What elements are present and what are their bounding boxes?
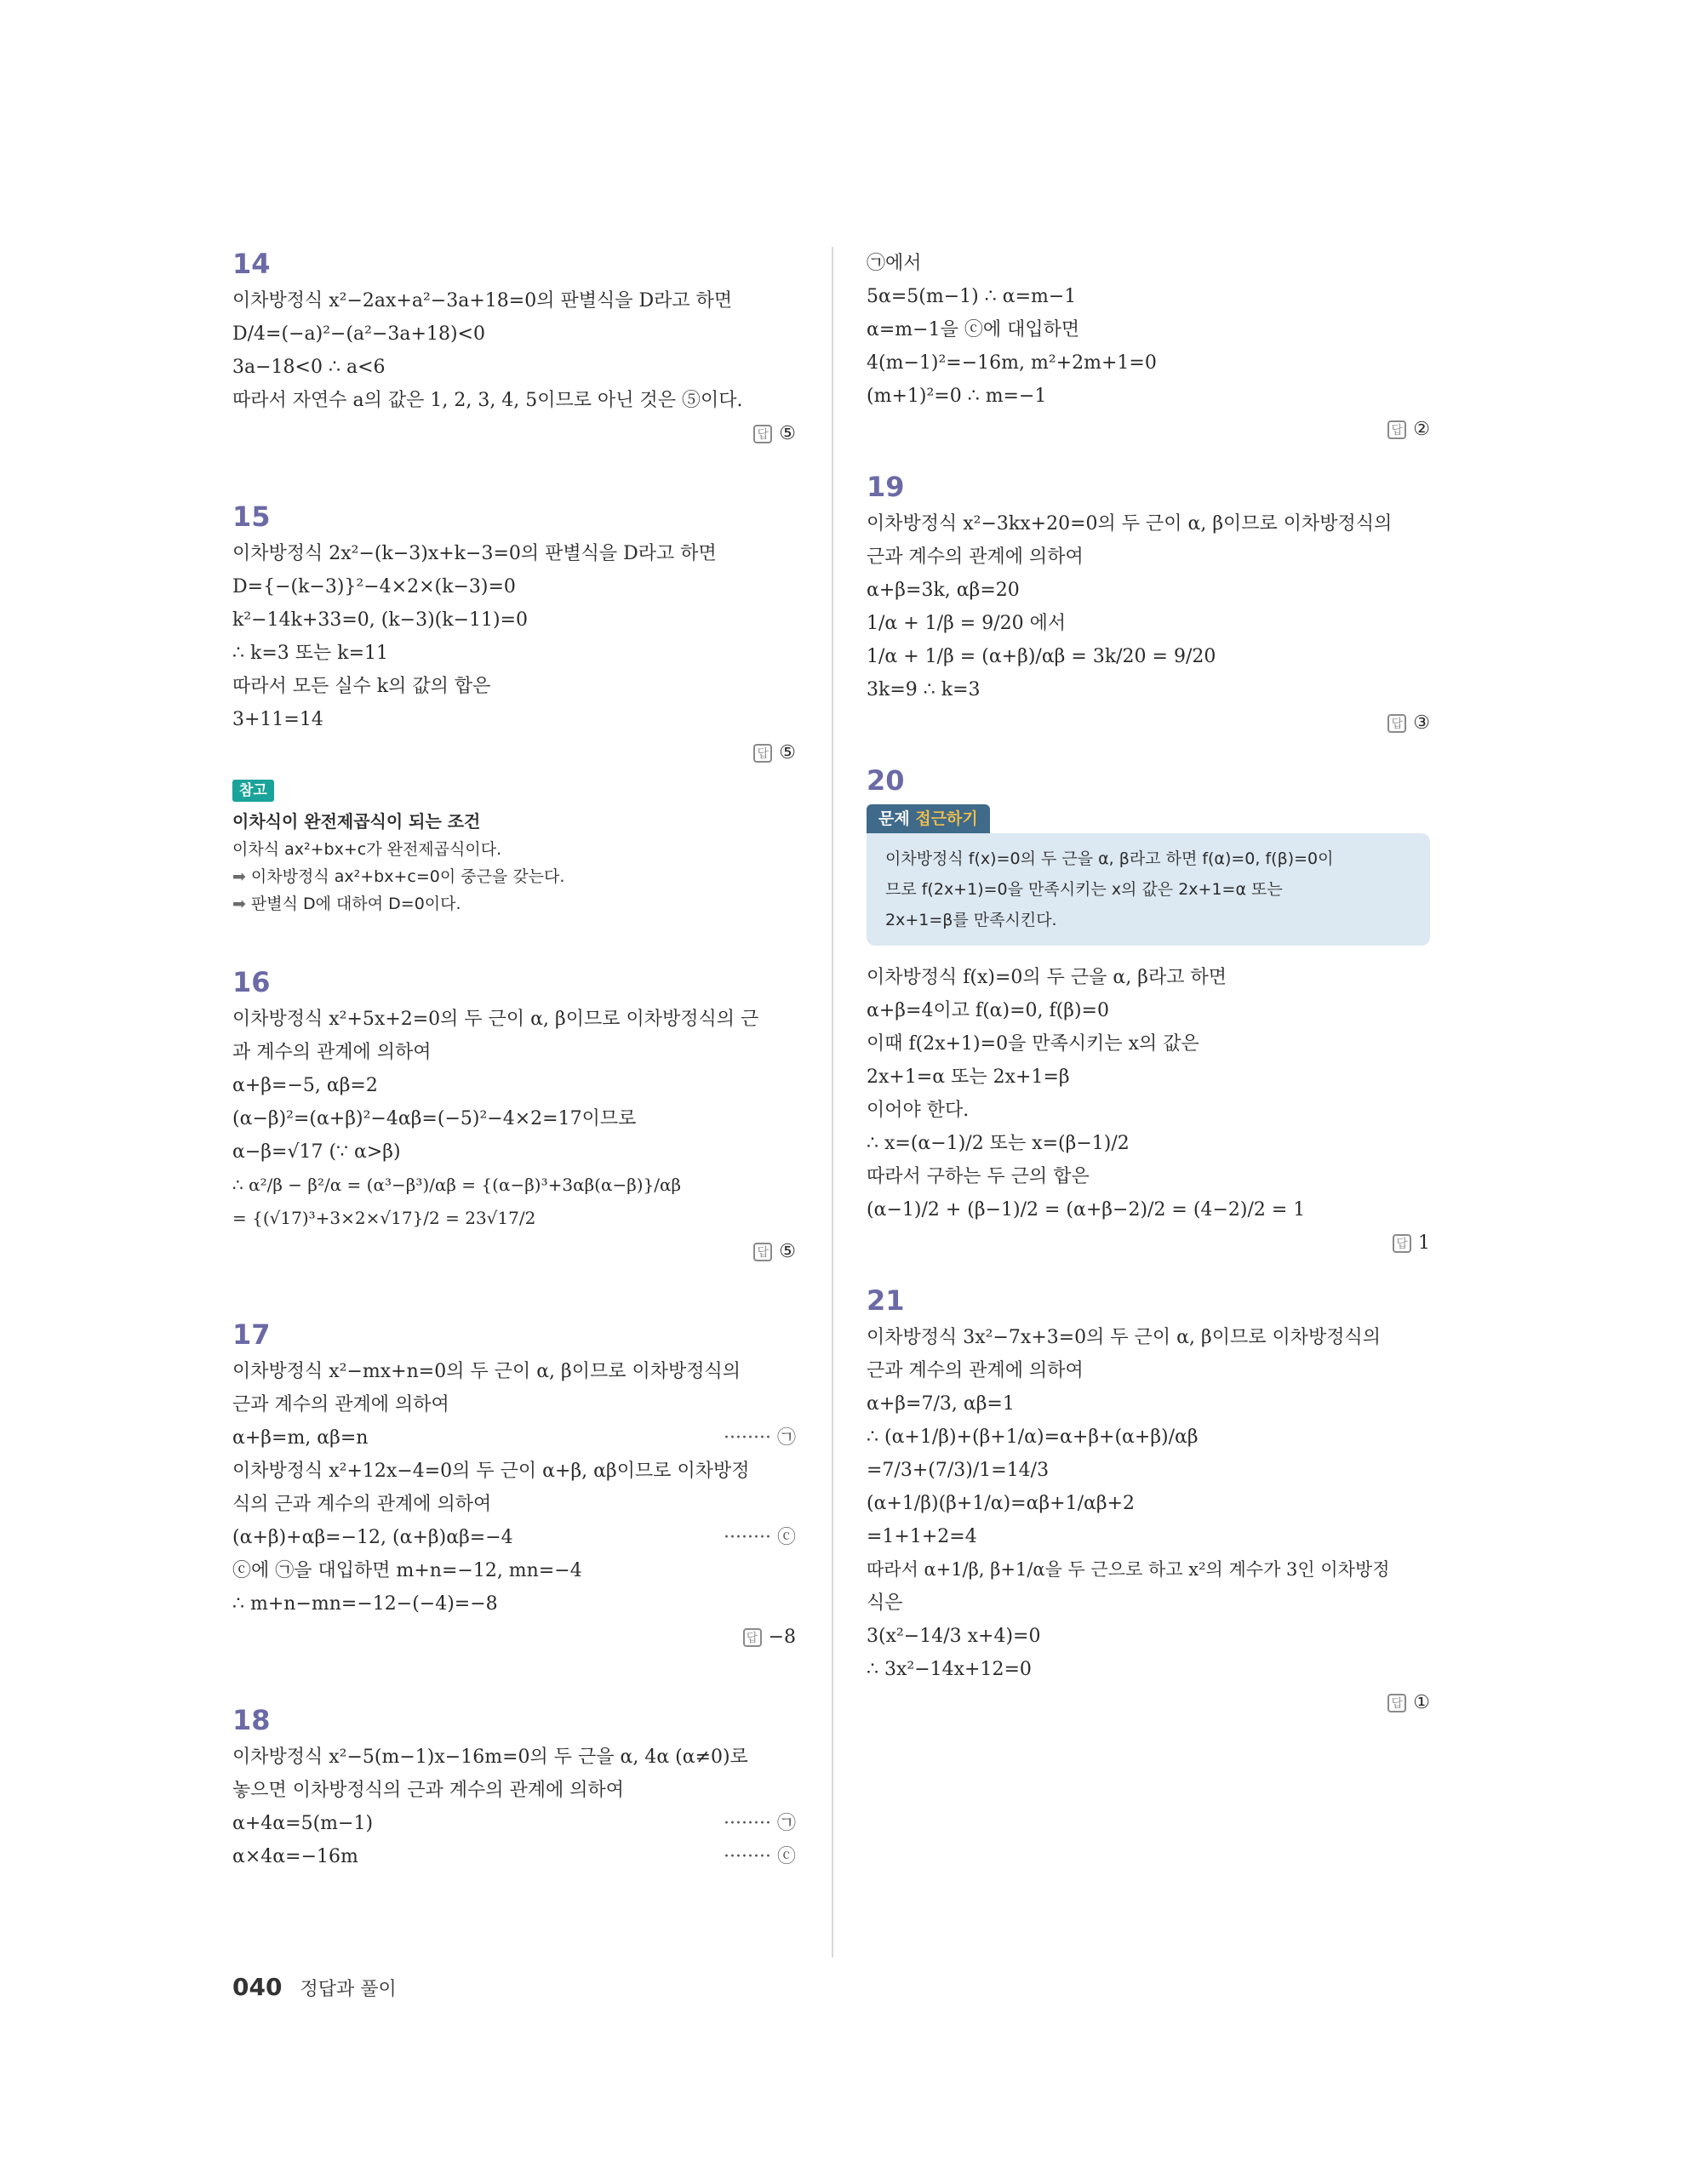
note-line xyxy=(232,890,796,918)
solution-line: =7/3+(7/3)/1=14/3 xyxy=(867,1460,1050,1481)
approach-line: 므로 f(2x+1)=0을 만족시키는 x의 값은 2x+1=α 또는 xyxy=(885,880,1283,899)
answer-icon: 답 xyxy=(1387,420,1406,439)
solution-line: 식은 xyxy=(867,1592,903,1614)
solution-line: 5α=5(m−1) ∴ α=m−1 xyxy=(867,286,1077,307)
answer-value: 1 xyxy=(1418,1232,1430,1254)
solution-line: = {(√17)³+3×2×√17}/2 = 23√17/2 xyxy=(232,1208,536,1228)
problem-number: 18 xyxy=(232,1704,271,1736)
answer-value: ⑤ xyxy=(779,1241,796,1262)
problem-number: 16 xyxy=(232,966,271,998)
answer-icon: 답 xyxy=(1387,1694,1406,1712)
solution-line: 이차방정식 x²−mx+n=0의 두 근이 α, β이므로 이차방정식의 xyxy=(232,1361,741,1382)
answer xyxy=(232,417,796,450)
note-text: 판별식 D에 대하여 D=0이다. xyxy=(250,895,461,913)
solution-line: 3(x²−14/3 x+4)=0 xyxy=(867,1626,1041,1647)
approach-content xyxy=(867,833,1430,946)
answer xyxy=(867,413,1430,446)
equation: α×4α=−16m xyxy=(232,1846,358,1867)
solution-line: 과 계수의 관계에 의하여 xyxy=(232,1042,432,1063)
solution-line: 1/α + 1/β = (α+β)/αβ = 3k/20 = 9/20 xyxy=(867,646,1216,667)
solution-line: α−β=√17 (∵ α>β) xyxy=(232,1141,401,1163)
solution-line: 이차방정식 f(x)=0의 두 근을 α, β라고 하면 xyxy=(867,967,1227,988)
solution-line: ∴ m+n−mn=−12−(−4)=−8 xyxy=(232,1593,498,1615)
answer-icon: 답 xyxy=(753,744,772,763)
solution-line: =1+1+2=4 xyxy=(867,1526,977,1547)
answer xyxy=(867,706,1430,740)
answer-icon: 답 xyxy=(753,425,772,443)
solution-line: 따라서 자연수 a의 값은 1, 2, 3, 4, 5이므로 아닌 것은 ⑤이다. xyxy=(232,390,743,411)
note-line: 이차식 ax²+bx+c가 완전제곱식이다. xyxy=(232,840,502,859)
problem-15 xyxy=(232,500,796,918)
equation: α+4α=5(m−1) xyxy=(232,1813,374,1834)
answer xyxy=(232,1621,796,1654)
answer-icon: 답 xyxy=(753,1243,772,1261)
answer-value: ③ xyxy=(1413,712,1430,734)
solution-line: α+β=−5, αβ=2 xyxy=(232,1075,378,1096)
solution-line: 따라서 모든 실수 k의 값의 합은 xyxy=(232,676,491,697)
answer xyxy=(867,1226,1430,1260)
problem-17 xyxy=(232,1318,796,1654)
note-title: 이차식이 완전제곱식이 되는 조건 xyxy=(232,811,481,832)
solution-line: 3a−18<0 ∴ a<6 xyxy=(232,357,386,378)
solution-line: 근과 계수의 관계에 의하여 xyxy=(867,546,1084,568)
solution-line: (α−β)²=(α+β)²−4αβ=(−5)²−4×2=17이므로 xyxy=(232,1108,637,1129)
answer-icon: 답 xyxy=(743,1628,762,1647)
solution-line: 이차방정식 x²−2ax+a²−3a+18=0의 판별식을 D라고 하면 xyxy=(232,290,733,312)
solution-line xyxy=(232,1840,796,1873)
solution-line: (m+1)²=0 ∴ m=−1 xyxy=(867,386,1047,407)
problem-19 xyxy=(867,470,1430,740)
page-footer xyxy=(232,1973,397,2001)
problem-16 xyxy=(232,965,796,1268)
solution-line: 2x+1=α 또는 2x+1=β xyxy=(867,1066,1070,1088)
problem-18 xyxy=(232,1703,796,1873)
answer xyxy=(232,736,796,769)
solution-line: ∴ 3x²−14x+12=0 xyxy=(867,1659,1032,1680)
answer-value: −8 xyxy=(768,1627,796,1648)
solution-line: ⓒ에 ㉠을 대입하면 m+n=−12, mn=−4 xyxy=(232,1560,582,1581)
answer-value: ⑤ xyxy=(779,742,796,763)
problem-14 xyxy=(232,247,796,450)
solution-line: 이차방정식 3x²−7x+3=0의 두 근이 α, β이므로 이차방정식의 xyxy=(867,1327,1381,1348)
approach-line: 이차방정식 f(x)=0의 두 근을 α, β라고 하면 f(α)=0, f(β)=0이 xyxy=(885,849,1334,868)
solution-line: 4(m−1)²=−16m, m²+2m+1=0 xyxy=(867,352,1157,374)
solution-line: 근과 계수의 관계에 의하여 xyxy=(232,1394,449,1415)
solution-line: D={−(k−3)}²−4×2×(k−3)=0 xyxy=(232,576,516,597)
note-line xyxy=(232,863,796,890)
solution-line: 근과 계수의 관계에 의하여 xyxy=(867,1360,1084,1381)
approach-heading-a: 문제 xyxy=(878,809,910,828)
equation: (α+β)+αβ=−12, (α+β)αβ=−4 xyxy=(232,1527,513,1548)
solution-line: ∴ k=3 또는 k=11 xyxy=(232,643,389,664)
solution-line: 놓으면 이차방정식의 근과 계수의 관계에 의하여 xyxy=(232,1780,625,1801)
approach-heading-b: 접근하기 xyxy=(915,809,978,828)
page-number: 040 xyxy=(232,1973,283,2001)
solution-line: k²−14k+33=0, (k−3)(k−11)=0 xyxy=(232,609,529,631)
problem-number: 19 xyxy=(867,471,905,503)
problem-number: 17 xyxy=(232,1318,271,1351)
solution-line: α=m−1을 ⓒ에 대입하면 xyxy=(867,319,1080,340)
solution-line: ㉠에서 xyxy=(867,253,922,274)
solution-line: ∴ (α+1/β)+(β+1/α)=α+β+(α+β)/αβ xyxy=(867,1426,1199,1448)
solution-line: 1/α + 1/β = 9/20 에서 xyxy=(867,613,1067,634)
left-column xyxy=(232,247,796,1873)
answer-icon: 답 xyxy=(1393,1234,1411,1253)
solution-line: 이차방정식 x²+12x−4=0의 두 근이 α+β, αβ이므로 이차방정 xyxy=(232,1461,750,1482)
problem-20 xyxy=(867,763,1430,1260)
answer-icon: 답 xyxy=(1387,714,1406,733)
equation-mark: ········ ⓒ xyxy=(724,1846,796,1867)
solution-line: 이차방정식 x²−5(m−1)x−16m=0의 두 근을 α, 4α (α≠0)로 xyxy=(232,1747,748,1768)
solution-line xyxy=(232,1521,796,1554)
solution-line: (α+1/β)(β+1/α)=αβ+1/αβ+2 xyxy=(867,1493,1136,1514)
solution-line xyxy=(232,1807,796,1840)
solution-line: D/4=(−a)²−(a²−3a+18)<0 xyxy=(232,323,485,345)
approach-line: 2x+1=β를 만족시킨다. xyxy=(885,911,1057,929)
solution-line: 이어야 한다. xyxy=(867,1100,970,1121)
note-tag: 참고 xyxy=(232,780,274,802)
equation: α+β=m, αβ=n xyxy=(232,1427,369,1449)
solution-line: 이차방정식 x²−3kx+20=0의 두 근이 α, β이므로 이차방정식의 xyxy=(867,513,1393,535)
problem-number: 21 xyxy=(867,1284,905,1317)
answer-value: ⑤ xyxy=(779,423,796,444)
answer xyxy=(232,1235,796,1268)
solution-line: ∴ x=(α−1)/2 또는 x=(β−1)/2 xyxy=(867,1133,1130,1154)
answer-value: ② xyxy=(1413,419,1430,440)
note-text: 이차방정식 ax²+bx+c=0이 중근을 갖는다. xyxy=(250,867,565,886)
solution-line: 이차방정식 x²+5x+2=0의 두 근이 α, β이므로 이차방정식의 근 xyxy=(232,1009,759,1030)
problem-18-continued xyxy=(867,247,1430,446)
solution-line: 따라서 구하는 두 근의 합은 xyxy=(867,1166,1090,1187)
solution-line: 3+11=14 xyxy=(232,709,323,730)
equation-mark: ········ ⓒ xyxy=(724,1527,796,1548)
arrow-icon: ➡ xyxy=(232,895,246,913)
problem-number: 15 xyxy=(232,500,271,533)
approach-heading xyxy=(867,804,990,833)
arrow-icon: ➡ xyxy=(232,867,246,886)
problem-number: 20 xyxy=(867,764,905,797)
solution-line: 3k=9 ∴ k=3 xyxy=(867,679,981,700)
solution-line: 이때 f(2x+1)=0을 만족시키는 x의 값은 xyxy=(867,1033,1199,1055)
reference-note xyxy=(232,780,796,918)
column-divider xyxy=(832,247,833,1958)
solution-line: 따라서 α+1/β, β+1/α을 두 근으로 하고 x²의 계수가 3인 이차방정 xyxy=(867,1559,1390,1580)
approach-box xyxy=(867,804,1430,946)
solution-line: (α−1)/2 + (β−1)/2 = (α+β−2)/2 = (4−2)/2 = 1 xyxy=(867,1199,1306,1221)
answer-value: ① xyxy=(1413,1692,1430,1713)
problem-number: 14 xyxy=(232,248,271,280)
problem-21 xyxy=(867,1284,1430,1719)
solution-line: α+β=4이고 f(α)=0, f(β)=0 xyxy=(867,1000,1109,1021)
page-label: 정답과 풀이 xyxy=(300,1979,397,2000)
solution-line: 이차방정식 2x²−(k−3)x+k−3=0의 판별식을 D라고 하면 xyxy=(232,543,717,564)
equation-mark: ········ ㉠ xyxy=(724,1427,796,1449)
equation-mark: ········ ㉠ xyxy=(724,1813,796,1834)
solution-line xyxy=(232,1421,796,1455)
solution-line: 식의 근과 계수의 관계에 의하여 xyxy=(232,1494,492,1515)
solution-line: ∴ α²/β − β²/α = (α³−β³)/αβ = {(α−β)³+3αβ(α−β)}/αβ xyxy=(232,1175,682,1195)
solution-line: α+β=3k, αβ=20 xyxy=(867,580,1020,601)
right-column xyxy=(867,247,1430,1719)
solution-line: α+β=7/3, αβ=1 xyxy=(867,1393,1015,1415)
answer xyxy=(867,1686,1430,1719)
